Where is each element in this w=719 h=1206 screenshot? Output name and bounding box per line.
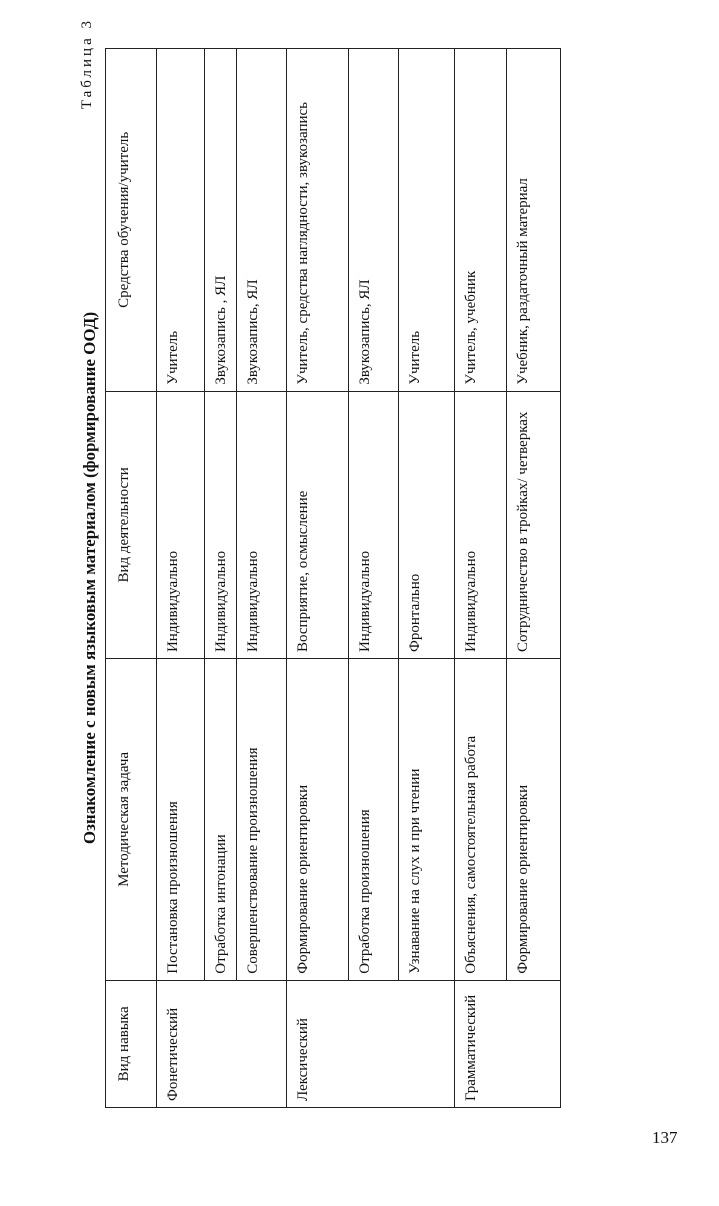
means-cell: Звукозапись, ЯЛ	[349, 49, 399, 392]
header-row	[106, 49, 157, 1108]
table-row	[507, 49, 561, 1108]
means-cell: Учитель, учебник	[455, 49, 507, 392]
methods-table	[105, 48, 561, 1108]
means-cell: Учитель	[399, 49, 455, 392]
skill-cell: Фонетический	[157, 980, 287, 1107]
means-cell: Звукозапись, ЯЛ	[237, 49, 287, 392]
table-row	[399, 49, 455, 1108]
table-title: Ознакомление с новым языковым материалом (формирование ООД)	[80, 311, 99, 845]
means-cell: Учитель	[157, 49, 205, 392]
activity-cell: Сотрудничество в тройках/ четверках	[507, 391, 561, 658]
page-number: 137	[652, 1128, 678, 1147]
table-row	[205, 49, 237, 1108]
task-cell: Постановка произношения	[157, 659, 205, 981]
table-label: Таблица 3	[79, 18, 95, 110]
task-cell: Объяснения, самостоятельная работа	[455, 659, 507, 981]
task-cell: Отработка интонации	[205, 659, 237, 981]
task-cell: Узнавание на слух и при чтении	[399, 659, 455, 981]
activity-cell: Индивидуально	[455, 391, 507, 658]
activity-cell: Индивидуально	[205, 391, 237, 658]
task-cell: Отработка произношения	[349, 659, 399, 981]
header-means: Средства обучения/учитель	[106, 49, 157, 392]
task-cell: Формирование ориентировки	[287, 659, 349, 981]
activity-cell: Индивидуально	[237, 391, 287, 658]
header-activity: Вид деятельности	[106, 391, 157, 658]
table-row	[157, 49, 205, 1108]
skill-cell: Грамматический	[455, 980, 561, 1107]
means-cell: Звукозапись , ЯЛ	[205, 49, 237, 392]
table-row	[349, 49, 399, 1108]
table-row	[287, 49, 349, 1108]
task-cell: Формирование ориентировки	[507, 659, 561, 981]
task-cell: Совершенствование произношения	[237, 659, 287, 981]
activity-cell: Фронтально	[399, 391, 455, 658]
means-cell: Учебник, раздаточный материал	[507, 49, 561, 392]
table-row	[455, 49, 507, 1108]
table-row	[237, 49, 287, 1108]
means-cell: Учитель, средства наглядности, звукозапись	[287, 49, 349, 392]
rotated-table-page	[75, 18, 555, 1108]
skill-cell: Лексический	[287, 980, 455, 1107]
header-skill: Вид навыка	[106, 980, 157, 1107]
activity-cell: Восприятие, осмысление	[287, 391, 349, 658]
header-task: Методическая задача	[106, 659, 157, 981]
activity-cell: Индивидуально	[349, 391, 399, 658]
activity-cell: Индивидуально	[157, 391, 205, 658]
